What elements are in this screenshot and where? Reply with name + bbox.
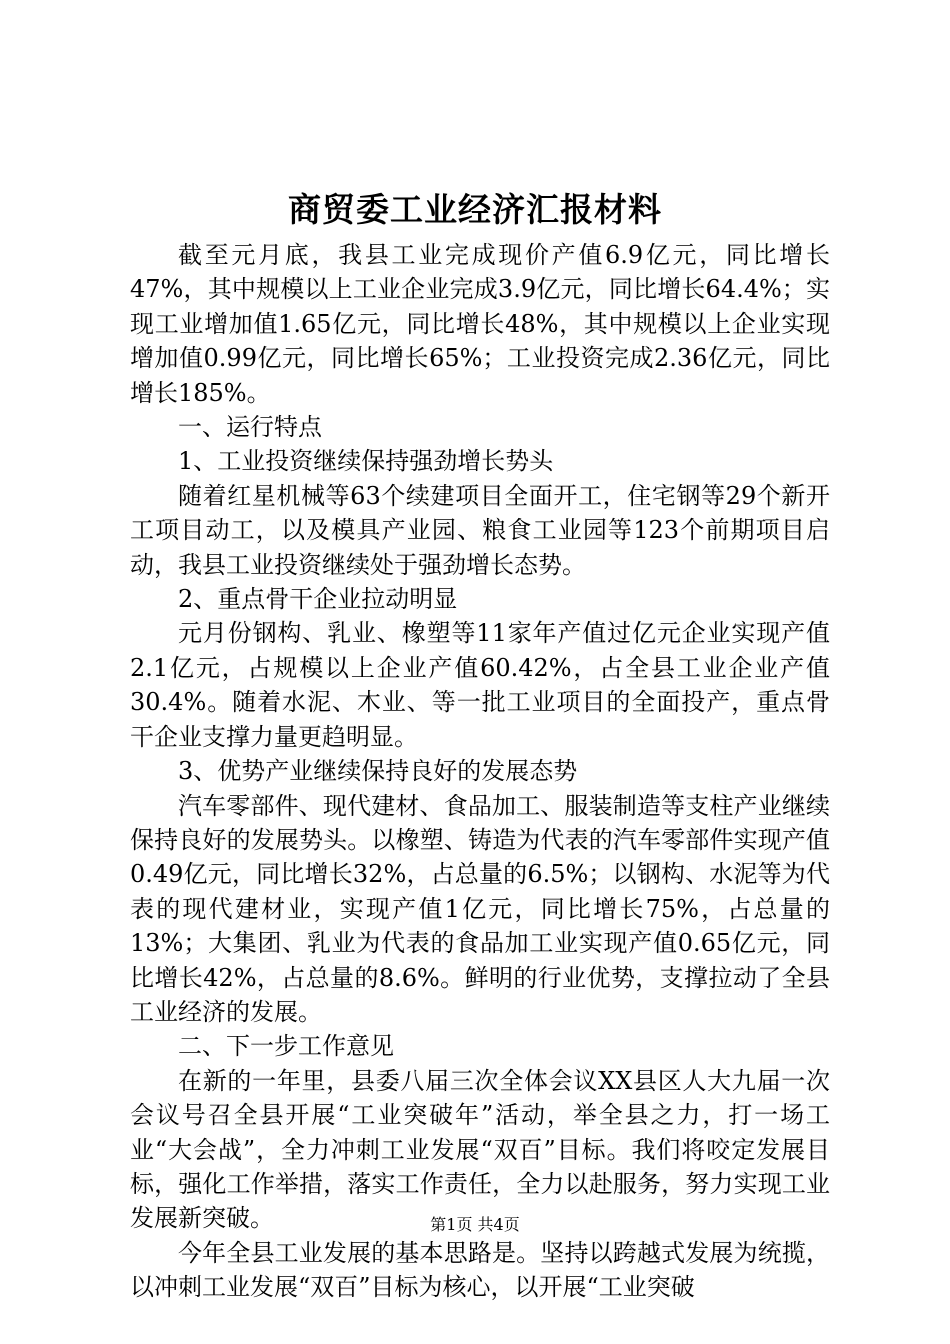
paragraph-basic-approach: 今年全县工业发展的基本思路是。坚持以跨越式发展为统揽，以冲刺工业发展“双百”目标为核心，以开展“工业突破	[130, 1238, 830, 1302]
paragraph-advantage-industries: 汽车零部件、现代建材、食品加工、服装制造等支柱产业继续保持良好的发展势头。以橡塑、铸造为代表的汽车零部件实现产值0.49亿元，同比增长32%，占总量的6.5%；以钢构、水泥等为代表的现代建材业，实现产值1亿元，同比增长75%，占总量的13%；大集团、乳业为代表的食品加工业实现产值0.65亿元，同比增长42%，占总量的8.6%。鲜明的行业优势，支撑拉动了全县工业经济的发展。	[130, 791, 830, 1026]
paragraph-next-steps: 在新的一年里，县委八届三次全体会议XX县区人大九届一次会议号召全县开展“工业突破年”活动，举全县之力，打一场工业“大会战”，全力冲刺工业发展“双百”目标。我们将咬定发展目标，强化工作举措，落实工作责任，全力以赴服务，努力实现工业发展新突破。	[130, 1066, 830, 1233]
paragraph-key-enterprises: 元月份钢构、乳业、橡塑等11家年产值过亿元企业实现产值2.1亿元，占规模以上企业产值60.42%，占全县工业企业产值30.4%。随着水泥、木业、等一批工业项目的全面投产，重点骨干企业支撑力量更趋明显。	[130, 619, 830, 751]
section-heading-next-steps: 二、下一步工作意见	[178, 1032, 394, 1061]
paragraph-summary: 截至元月底，我县工业完成现价产值6.9亿元，同比增长47%，其中规模以上工业企业完成3.9亿元，同比增长64.4%；实现工业增加值1.65亿元，同比增长48%，其中规模以上企业实现增加值0.99亿元，同比增长65%；工业投资完成2.36亿元，同比增长185%。	[130, 241, 830, 407]
page-footer: 第1页 共4页	[430, 1215, 520, 1234]
subheading-investment: 1、工业投资继续保持强劲增长势头	[178, 447, 554, 476]
document-body	[130, 238, 830, 1305]
document-title: 商贸委工业经济汇报材料	[288, 190, 662, 229]
section-heading-operation: 一、运行特点	[178, 413, 322, 442]
subheading-advantage-industries: 3、优势产业继续保持良好的发展态势	[178, 757, 578, 786]
paragraph-investment: 随着红星机械等63个续建项目全面开工，住宅钢等29个新开工项目动工，以及模具产业园、粮食工业园等123个前期项目启动，我县工业投资继续处于强劲增长态势。	[130, 481, 830, 579]
subheading-key-enterprises: 2、重点骨干企业拉动明显	[178, 585, 458, 614]
